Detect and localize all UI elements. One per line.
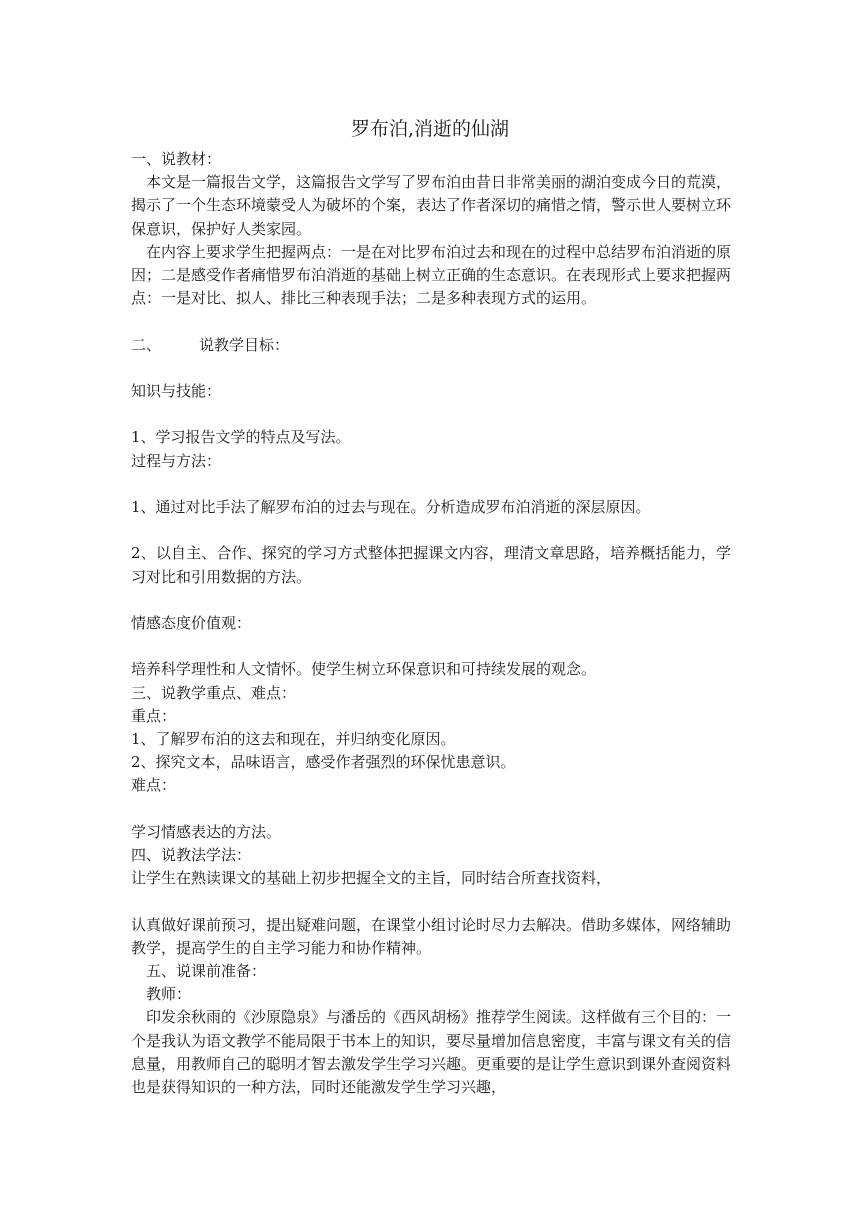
process-item-2: 2、以自主、合作、探究的学习方式整体把握课文内容，理清文章思路，培养概括能力，学习对比和引用数据的方法。 (131, 544, 731, 586)
section-1-paragraph-2: 在内容上要求学生把握两点：一是在对比罗布泊过去和现在的过程中总结罗布泊消逝的原因；二是感受作者痛惜罗布泊消逝的基础上树立正确的生态意识。在表现形式上要求把握两点：一是对比、拟人、排比三种表现手法；二是多种表现方式的运用。 (131, 242, 732, 308)
section-2-title: 说教学目标： (199, 335, 290, 354)
spacer (131, 473, 731, 496)
knowledge-item-1: 1、学习报告文学的特点及写法。 (131, 428, 351, 447)
section-4-paragraph-1: 让学生在熟读课文的基础上初步把握全文的主旨，同时结合所查找资料， (131, 869, 612, 888)
key-point-item-2: 2、探究文本，品味语言，感受作者强烈的环保忧患意识。 (131, 753, 516, 772)
spacer (131, 310, 731, 333)
section-2-heading (131, 334, 731, 357)
section-4-heading: 四、说教法学法： (131, 845, 252, 864)
key-point-item-1: 1、了解罗布泊的这去和现在，并归纳变化原因。 (131, 729, 456, 748)
difficulty-heading: 难点： (131, 776, 177, 795)
section-2-number: 二、 (131, 335, 162, 354)
difficulty-item-1: 学习情感表达的方法。 (131, 822, 282, 841)
section-1-heading: 一、说教材： (131, 150, 222, 168)
knowledge-heading: 知识与技能： (131, 382, 222, 400)
emotion-item-1: 培养科学理性和人文情怀。使学生树立环保意识和可持续发展的观念。 (131, 660, 597, 679)
spacer (131, 798, 731, 821)
spacer (131, 635, 731, 658)
section-4-paragraph-2: 认真做好课前预习，提出疑难问题，在课堂小组讨论时尽力去解决。借助多媒体，网络辅助教学，提高学生的自主学习能力和协作精神。 (131, 915, 732, 957)
emotion-heading: 情感态度价值观： (131, 613, 252, 632)
section-5-heading: 五、说课前准备： (146, 961, 267, 980)
spacer (131, 357, 731, 380)
spacer (131, 589, 731, 612)
spacer (131, 890, 731, 913)
key-point-heading: 重点： (131, 706, 177, 725)
teacher-heading: 教师： (146, 985, 192, 1004)
section-1-paragraph-1: 本文是一篇报告文学，这篇报告文学写了罗布泊由昔日非常美丽的湖泊变成今日的荒漠，揭示了一个生态环境蒙受人为破坏的个案，表达了作者深切的痛惜之情，警示世人要树立环保意识，保护好人类家园。 (131, 173, 732, 238)
process-item-1: 1、通过对比手法了解罗布泊的过去与现在。分析造成罗布泊消逝的深层原因。 (131, 497, 651, 516)
spacer (131, 519, 731, 542)
process-heading: 过程与方法： (131, 451, 222, 470)
section-3-heading: 三、说教学重点、难点： (131, 683, 297, 702)
document-title: 罗布泊,消逝的仙湖 (350, 118, 510, 140)
spacer (131, 403, 731, 426)
teacher-paragraph-1: 印发余秋雨的《沙原隐泉》与潘岳的《西风胡杨》推荐学生阅读。这样做有三个目的：一个是我认为语文教学不能局限于书本上的知识，要尽量增加信息密度，丰富与课文有关的信息量，用教师自己的聪明才智去激发学生学习兴趣。更重要的是让学生意识到课外查阅资料也是获得知识的一种方法，同时还能激发学生学习兴趣， (131, 1008, 732, 1096)
document-body (131, 148, 731, 1099)
